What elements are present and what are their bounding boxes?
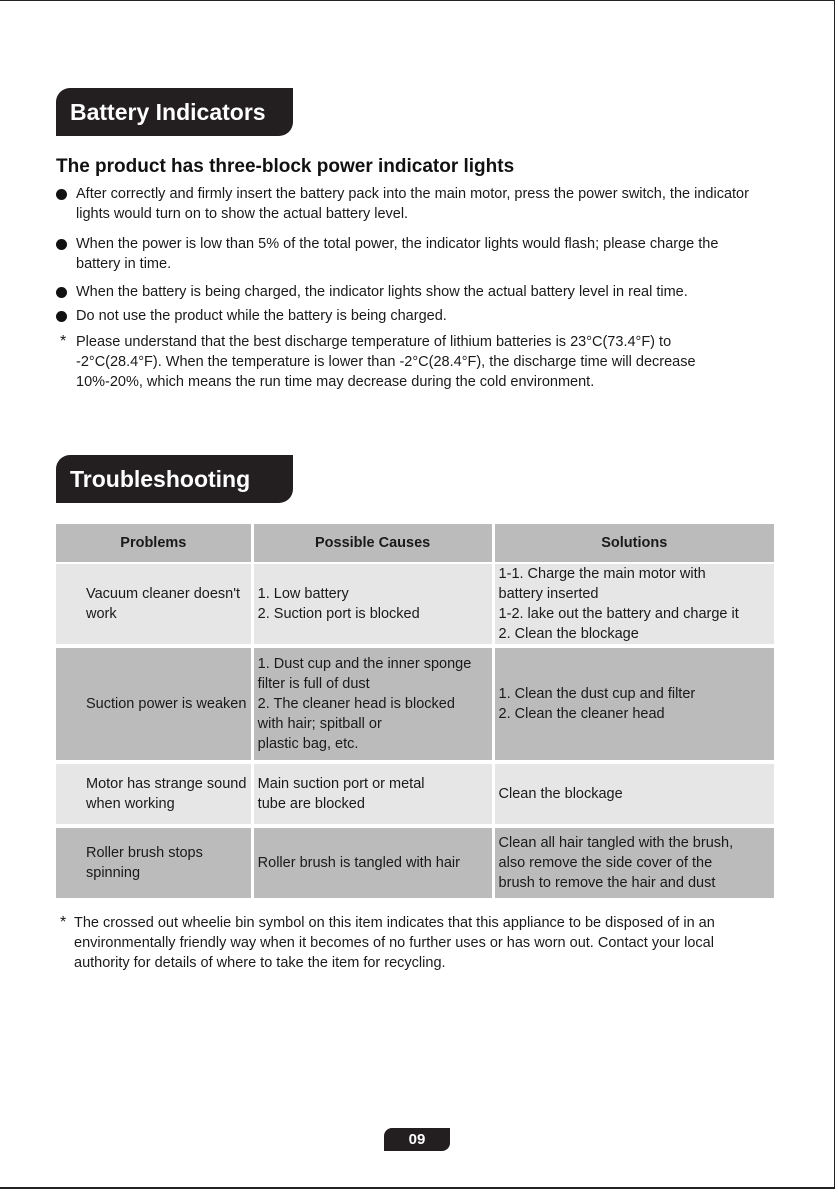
problem-cell: Suction power is weaken xyxy=(56,648,251,760)
bullet-item xyxy=(56,234,766,274)
temperature-note-text: Please understand that the best discharge temperature of lithium batteries is 23°C(73.4°F) to -2°C(28.4°F). When the temperature is lower than -2°C(28.4°F), the discharge time will decrease 10%-20%, which means the run time may decrease during the cold environment. xyxy=(76,334,696,390)
column-header: Problems xyxy=(56,524,251,562)
cause-cell: 1. Dust cup and the inner sponge filter is full of dust 2. The cleaner head is blocked with hair; spitball or plastic bag, etc. xyxy=(254,648,492,760)
solution-cell: 1-1. Charge the main motor with battery inserted 1-2. lake out the battery and charge it 2. Clean the blockage xyxy=(495,564,774,644)
table-row xyxy=(56,648,774,760)
column-header: Solutions xyxy=(495,524,774,562)
temperature-note xyxy=(60,332,740,392)
cause-cell: Main suction port or metal tube are blocked xyxy=(254,764,492,824)
bullet-item xyxy=(56,306,766,326)
bullet-item xyxy=(56,282,766,302)
troubleshooting-table xyxy=(53,524,777,898)
table-row xyxy=(56,564,774,644)
solution-cell: Clean all hair tangled with the brush, also remove the side cover of the brush to remove the hair and dust xyxy=(495,828,774,898)
cause-cell: 1. Low battery 2. Suction port is blocked xyxy=(254,564,492,644)
disposal-note xyxy=(60,913,760,973)
table-row xyxy=(56,764,774,824)
bullet-dot-icon xyxy=(56,287,67,298)
bullet-dot-icon xyxy=(56,189,67,200)
column-header: Possible Causes xyxy=(254,524,492,562)
battery-section-heading: Battery Indicators xyxy=(56,88,293,136)
bullet-text: When the power is low than 5% of the total power, the indicator lights would flash; please charge the battery in time. xyxy=(76,236,719,272)
problem-cell: Motor has strange sound when working xyxy=(56,764,251,824)
bullet-text: When the battery is being charged, the indicator lights show the actual battery level in real time. xyxy=(76,284,688,300)
disposal-note-text: The crossed out wheelie bin symbol on this item indicates that this appliance to be disposed of in an environmentally friendly way when it becomes of no further uses or has worn out. Contact your local authority for details of where to take the item for recycling. xyxy=(74,915,715,971)
solution-cell: Clean the blockage xyxy=(495,764,774,824)
problem-cell: Vacuum cleaner doesn't work xyxy=(56,564,251,644)
table-header-row xyxy=(56,524,774,562)
bullet-dot-icon xyxy=(56,239,67,250)
solution-cell: 1. Clean the dust cup and filter 2. Clean the cleaner head xyxy=(495,648,774,760)
table-row xyxy=(56,828,774,898)
battery-subheading: The product has three-block power indicator lights xyxy=(56,156,515,177)
bullet-text: After correctly and firmly insert the battery pack into the main motor, press the power switch, the indicator lights would turn on to show the actual battery level. xyxy=(76,186,749,222)
bullet-text: Do not use the product while the battery is being charged. xyxy=(76,308,447,324)
asterisk-icon: * xyxy=(60,333,67,350)
troubleshooting-section-heading: Troubleshooting xyxy=(56,455,293,503)
bullet-item xyxy=(56,184,766,224)
bullet-dot-icon xyxy=(56,311,67,322)
cause-cell: Roller brush is tangled with hair xyxy=(254,828,492,898)
asterisk-icon: * xyxy=(60,914,67,931)
problem-cell: Roller brush stops spinning xyxy=(56,828,251,898)
page-number: 09 xyxy=(384,1128,450,1151)
